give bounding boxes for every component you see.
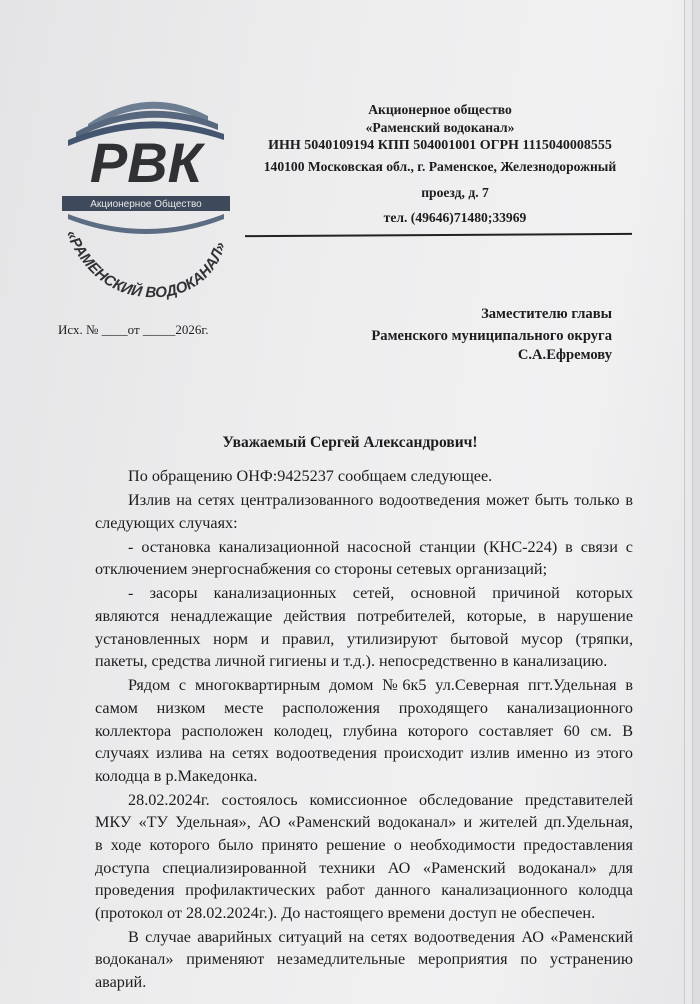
paper-stack-edge (692, 0, 700, 1004)
text-line: отключением энергоснабжения со стороны сетевых организаций; (95, 560, 548, 579)
text-line: колодца в р.Македонка. (95, 766, 258, 785)
company-phone: тел. (49646)71480;33969 (383, 210, 527, 225)
company-logo (58, 90, 234, 312)
text-line: проведения профилактических работ данного канализационного колодца (95, 881, 633, 900)
greeting: Уважаемый Сергей Александрович! (222, 434, 478, 451)
paragraph (95, 465, 633, 488)
paragraph (95, 582, 633, 672)
outgoing-reference: Исх. № ____от _____2026г. (58, 322, 209, 337)
text-line: коллектора расположен колодец, глубина которого составляет 60 см. В (95, 721, 633, 740)
company-type: Акционерное общество (368, 102, 512, 117)
text-line: являются ненадлежащие действия потребителей, которые, в нарушение (95, 607, 633, 626)
text-line: водоканал» применяют незамедлительные мероприятия по устранению (95, 950, 633, 969)
text-line: в ходе которого было принято решение о необходимости предоставления (95, 836, 633, 854)
text-line: доступа специализированной техники АО «Раменский водоканал» для (95, 858, 633, 877)
text-line: МКУ «ТУ Удельная», АО «Раменский водоканал» и жителей дп.Удельная, (95, 813, 633, 832)
logo-abbr: РВК (89, 131, 203, 194)
paragraph (95, 489, 633, 534)
paragraph (95, 789, 633, 925)
text-line: следующих случаях: (95, 513, 238, 532)
company-ids: ИНН 5040109194 КПП 504001001 ОГРН 1115040008555 (268, 138, 612, 153)
addressee-title: Заместителю главы (481, 306, 612, 322)
paragraph (95, 926, 633, 994)
letter-body (95, 465, 633, 995)
text-line: установленных норм и правил, утилизируют бытовой мусор (тряпки, (95, 629, 633, 648)
text-line: - засоры канализационных сетей, основной причиной которых (128, 584, 633, 603)
text-line: - остановка канализационной насосной станции (КНС-224) в связи с (128, 537, 633, 556)
text-line: (протокол от 28.02.2024г.). До настоящего времени доступ не обеспечен. (95, 903, 596, 922)
text-line: самом низком месте расположения проходящего канализационного (95, 698, 633, 717)
text-line: случаях излива на сетях водоотведения происходит излив именно из этого (95, 744, 633, 763)
logo-arc-text: «РАМЕНСКИЙ ВОДОКАНАЛ» (62, 227, 230, 302)
addressee-name: С.А.Ефремову (517, 347, 612, 363)
logo-banner: Акционерное Общество (90, 199, 202, 210)
text-line: Излив на сетях централизованного водоотведения может быть только в (128, 491, 633, 510)
text-line: пакеты, средства личной гигиены и т.д.). непосредственно в канализацию. (95, 652, 608, 671)
text-line: В случае аварийных ситуаций на сетях водоотведения АО «Раменский (128, 927, 633, 946)
text-line: Рядом с многоквартирным домом №6к5 ул.Северная пгт.Удельная в (128, 676, 633, 695)
paragraph (95, 536, 633, 581)
company-address: 140100 Московская обл., г. Раменское, Железнодорожный (263, 159, 617, 174)
company-address-cont: проезд, д. 7 (421, 185, 489, 200)
company-name: «Раменский водоканал» (365, 120, 515, 135)
text-line: 28.02.2024г. состоялось комиссионное обследование представителей (128, 790, 633, 809)
addressee-organization: Раменского муниципального округа (371, 328, 612, 344)
paragraph (95, 674, 633, 787)
text-line: аварий. (95, 973, 147, 992)
text-line: По обращению ОНФ:9425237 сообщаем следующее. (128, 467, 493, 485)
